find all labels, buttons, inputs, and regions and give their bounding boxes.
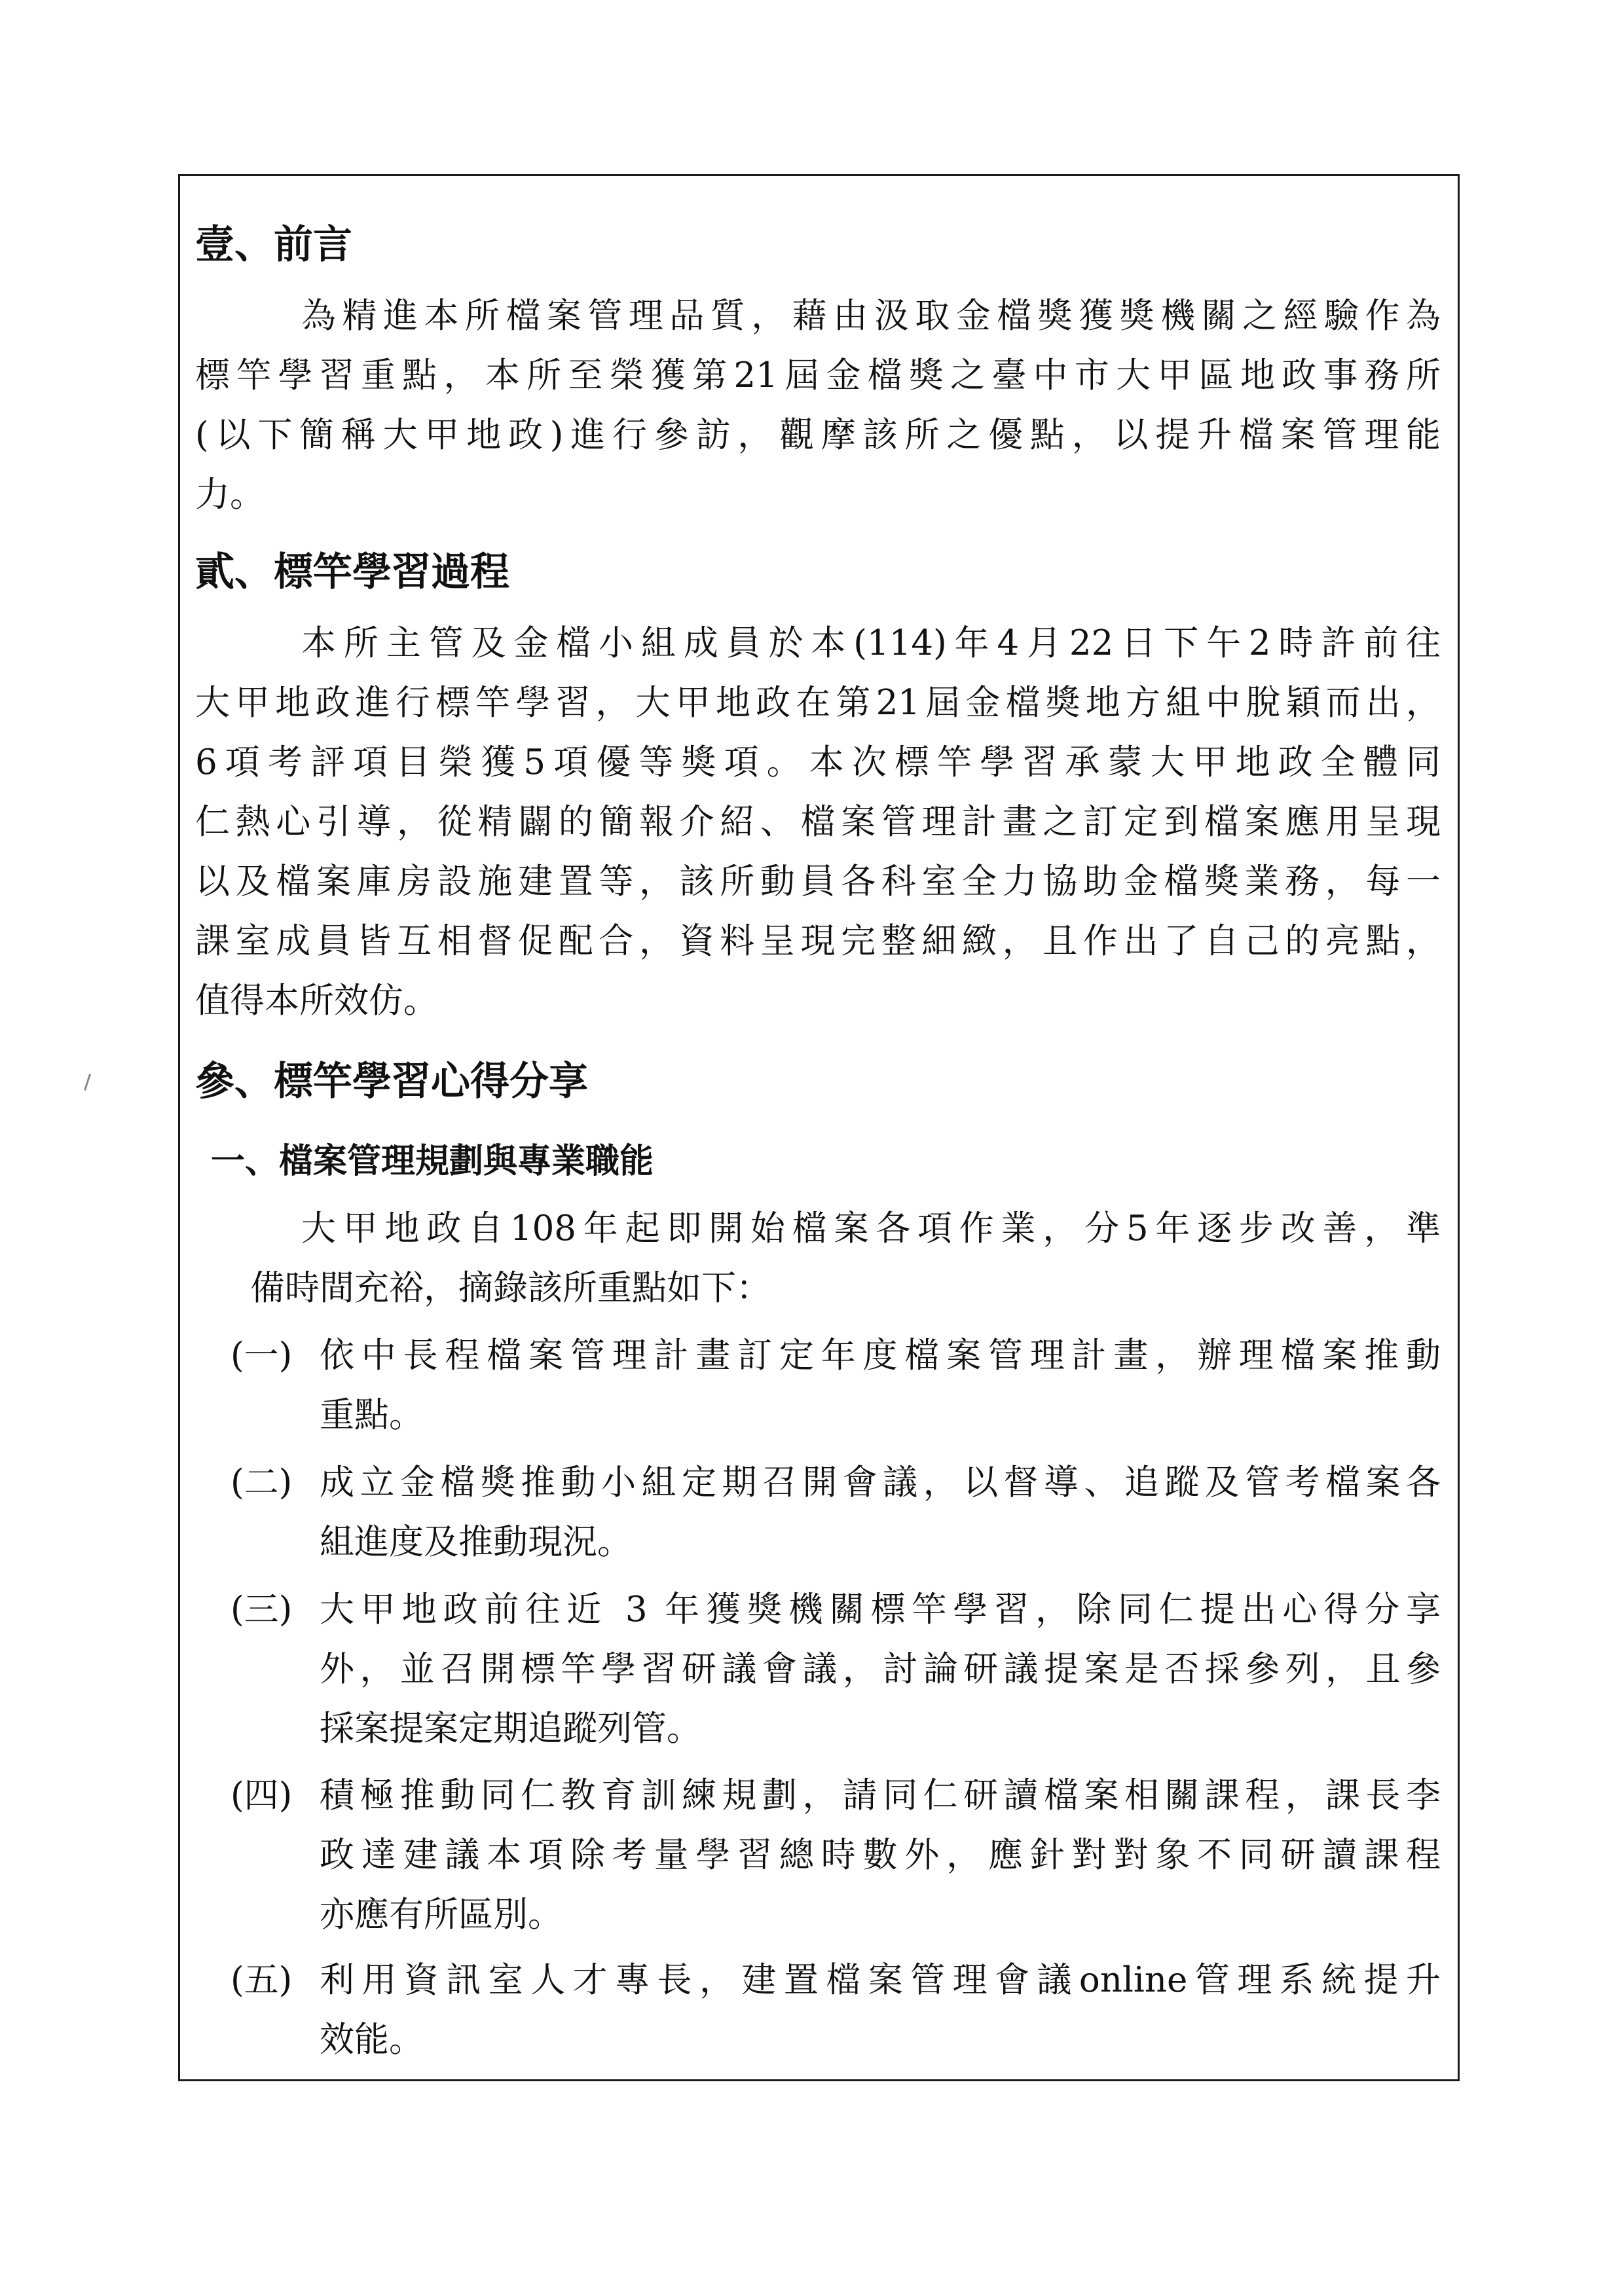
paragraph-line: 值得本所效仿。 (195, 981, 438, 1021)
list-item-line: 重點。 (320, 1395, 424, 1435)
paragraph-line: 備時間充裕，摘錄該所重點如下： (250, 1268, 771, 1308)
list-marker: (五) (231, 1960, 293, 2000)
section-heading-sharing: 參、標竿學習心得分享 (195, 1059, 588, 1104)
section-heading-process: 貳、標竿學習過程 (195, 549, 509, 595)
list-marker: (一) (231, 1336, 293, 1376)
paragraph-line: 6項考評項目榮獲5項優等獎項。本次標竿學習承蒙大甲地政全體同 (195, 742, 1441, 782)
list-item-line: 依中長程檔案管理計畫訂定年度檔案管理計畫，辦理檔案推動 (320, 1336, 1441, 1376)
list-item-line: 成立金檔獎推動小組定期召開會議，以督導、追蹤及管考檔案各 (320, 1463, 1441, 1503)
list-item-line: 亦應有所區別。 (320, 1895, 563, 1935)
list-item-line: 利用資訊室人才專長，建置檔案管理會議online管理系統提升 (320, 1960, 1441, 2000)
list-marker: (四) (231, 1776, 293, 1815)
list-item-line: 組進度及推動現況。 (320, 1522, 632, 1562)
paragraph-line: 大甲地政進行標竿學習，大甲地政在第21屆金檔獎地方組中脫穎而出， (195, 683, 1441, 723)
paragraph-line: 標竿學習重點，本所至榮獲第21屆金檔獎之臺中市大甲區地政事務所 (195, 355, 1441, 395)
paragraph-line: 仁熱心引導，從精闢的簡報介紹、檔案管理計畫之訂定到檔案應用呈現 (195, 802, 1441, 842)
scan-mark (84, 1074, 91, 1091)
section-heading-preface: 壹、前言 (195, 222, 352, 268)
list-marker: (二) (231, 1463, 293, 1503)
paragraph-line: 為精進本所檔案管理品質，藉由汲取金檔獎獲獎機關之經驗作為 (301, 296, 1441, 336)
list-item-line: 效能。 (320, 2020, 424, 2060)
list-marker: (三) (231, 1590, 293, 1630)
paragraph-line: 大甲地政自108年起即開始檔案各項作業，分5年逐步改善，準 (301, 1209, 1441, 1248)
paragraph-line: 本所主管及金檔小組成員於本(114)年4月22日下午2時許前往 (301, 623, 1441, 663)
paragraph-line: 力。 (195, 475, 265, 515)
paragraph-line: 課室成員皆互相督促配合，資料呈現完整細緻，且作出了自己的亮點， (195, 921, 1441, 961)
list-item-line: 政達建議本項除考量學習總時數外，應針對對象不同研讀課程 (320, 1835, 1441, 1875)
subsection-heading: 一、檔案管理規劃與專業職能 (211, 1142, 654, 1181)
paragraph-line: 以及檔案庫房設施建置等，該所動員各科室全力協助金檔獎業務，每一 (195, 862, 1441, 902)
paragraph-line: (以下簡稱大甲地政)進行參訪，觀摩該所之優點，以提升檔案管理能 (195, 415, 1441, 455)
list-item-line: 外，並召開標竿學習研議會議，討論研議提案是否採參列，且參 (320, 1649, 1441, 1689)
list-item-line: 積極推動同仁教育訓練規劃，請同仁研讀檔案相關課程，課長李 (320, 1776, 1441, 1815)
list-item-line: 大甲地政前往近 3 年獲獎機關標竿學習，除同仁提出心得分享 (320, 1590, 1441, 1630)
list-item-line: 採案提案定期追蹤列管。 (320, 1709, 701, 1749)
